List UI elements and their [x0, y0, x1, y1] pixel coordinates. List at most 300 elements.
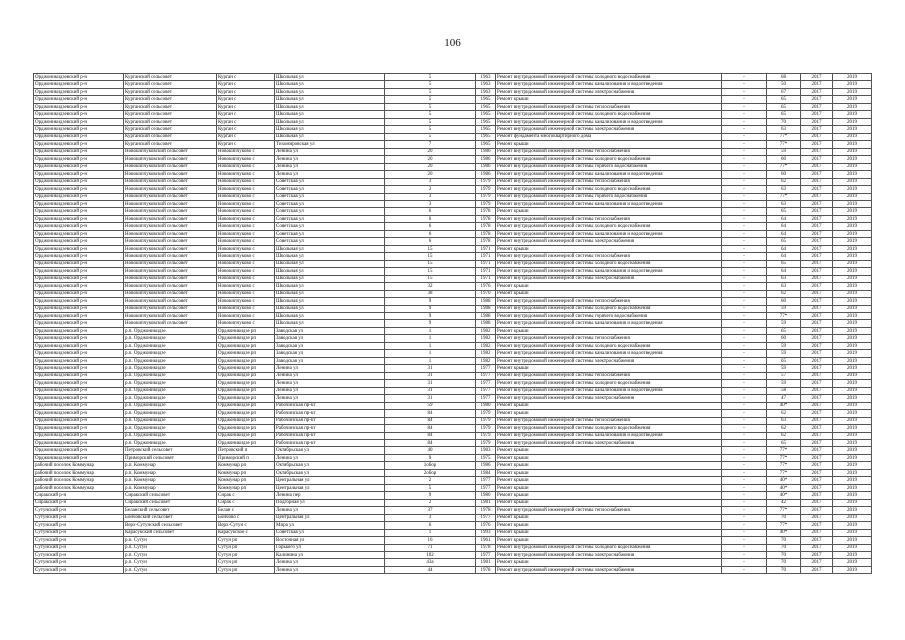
house-number-cell: 9: [385, 320, 476, 327]
settlement-cell: Новокипчуковский сельсовет: [124, 186, 217, 193]
year-end-cell: 2019: [833, 103, 872, 110]
locality-cell: Новокипчуково с: [217, 298, 275, 305]
dash-cell: -: [722, 439, 767, 446]
dash-cell: -: [722, 171, 767, 178]
work-type-cell: Ремонт внутридомовой инженерной системы теплоснабжения: [496, 103, 722, 110]
work-type-cell: Ремонт внутридомовой инженерной системы холодного водоснабжения: [496, 111, 722, 118]
locality-cell: Новокипчуково с: [217, 313, 275, 320]
year-end-cell: 2019: [833, 298, 872, 305]
wear-cell: 65: [767, 208, 801, 215]
year-built-cell: 1983: [476, 447, 496, 454]
street-cell: Советская ул: [275, 193, 385, 200]
work-type-cell: Ремонт крыши: [496, 522, 722, 529]
year-start-cell: 2017: [801, 477, 833, 484]
wear-cell: 63: [767, 275, 801, 282]
year-end-cell: 2019: [833, 522, 872, 529]
year-end-cell: 2019: [833, 529, 872, 536]
year-start-cell: 2017: [801, 462, 833, 469]
year-start-cell: 2017: [801, 223, 833, 230]
work-type-cell: Ремонт крыши: [496, 484, 722, 491]
street-cell: Ленина ул: [275, 454, 385, 461]
district-cell: Орджоникидзевский р-н: [34, 148, 124, 155]
year-start-cell: 2017: [801, 469, 833, 476]
year-start-cell: 2017: [801, 387, 833, 394]
wear-cell: 63: [767, 200, 801, 207]
year-built-cell: 1977: [476, 395, 496, 402]
settlement-cell: Новокипчуковский сельсовет: [124, 313, 217, 320]
work-type-cell: Ремонт внутридомовой инженерной системы теплоснабжения: [496, 298, 722, 305]
house-number-cell: 16: [385, 537, 476, 544]
wear-cell: 70: [767, 118, 801, 125]
settlement-cell: р.п. Орджоникидзе: [124, 342, 217, 349]
year-end-cell: 2019: [833, 96, 872, 103]
wear-cell: 57: [767, 372, 801, 379]
year-end-cell: 2019: [833, 342, 872, 349]
year-start-cell: 2017: [801, 327, 833, 334]
settlement-cell: р.п. Коммунар: [124, 477, 217, 484]
work-type-cell: Ремонт внутридомовой инженерной системы горячего водоснабжения: [496, 163, 722, 170]
street-cell: Ленина ул: [275, 387, 385, 394]
street-cell: Советская ул: [275, 186, 385, 193]
work-type-cell: Ремонт фундамента многоквартирного дома: [496, 133, 722, 140]
table-row: [34, 417, 872, 424]
locality-cell: Курган с: [217, 103, 275, 110]
dash-cell: -: [722, 432, 767, 439]
table-row: [34, 238, 872, 245]
year-built-cell: 1977: [476, 552, 496, 559]
settlement-cell: р.п. Орджоникидзе: [124, 335, 217, 342]
year-end-cell: 2019: [833, 432, 872, 439]
settlement-cell: р.п. Сутун: [124, 544, 217, 551]
table-row: [34, 365, 872, 372]
street-cell: Школьная ул: [275, 320, 385, 327]
year-start-cell: 2017: [801, 186, 833, 193]
dash-cell: -: [722, 477, 767, 484]
district-cell: Орджоникидзевский р-н: [34, 357, 124, 364]
street-cell: Советская ул: [275, 230, 385, 237]
year-start-cell: 2017: [801, 96, 833, 103]
dash-cell: -: [722, 208, 767, 215]
district-cell: Орджоникидзевский р-н: [34, 387, 124, 394]
street-cell: Ленина ул: [275, 507, 385, 514]
district-cell: Орджоникидзевский р-н: [34, 208, 124, 215]
house-number-cell: 6: [385, 208, 476, 215]
year-built-cell: 1976: [476, 522, 496, 529]
dash-cell: -: [722, 425, 767, 432]
table-row: [34, 81, 872, 88]
work-type-cell: Ремонт крыши: [496, 365, 722, 372]
year-start-cell: 2017: [801, 118, 833, 125]
wear-cell: 40*: [767, 477, 801, 484]
work-type-cell: Ремонт внутридомовой инженерной системы холодного водоснабжения: [496, 260, 722, 267]
year-start-cell: 2017: [801, 454, 833, 461]
district-cell: Орджоникидзевский р-н: [34, 103, 124, 110]
settlement-cell: Приморский сельсовет: [124, 454, 217, 461]
dash-cell: -: [722, 514, 767, 521]
table-row: [34, 439, 872, 446]
year-end-cell: 2019: [833, 417, 872, 424]
wear-cell: 65: [767, 357, 801, 364]
house-number-cell: 71: [385, 544, 476, 551]
house-number-cell: 1обор: [385, 462, 476, 469]
district-cell: рабочий поселок Коммунар: [34, 484, 124, 491]
house-number-cell: 59: [385, 402, 476, 409]
year-end-cell: 2019: [833, 335, 872, 342]
year-start-cell: 2017: [801, 402, 833, 409]
wear-cell: 64: [767, 215, 801, 222]
work-type-cell: Ремонт внутридомовой инженерной системы канализования и водоотведения: [496, 350, 722, 357]
locality-cell: Сутун рп: [217, 566, 275, 573]
table-row: [34, 544, 872, 551]
table-row: [34, 88, 872, 95]
house-number-cell: 9: [385, 305, 476, 312]
table-row: [34, 566, 872, 573]
street-cell: Школьная ул: [275, 74, 385, 81]
wear-cell: 59: [767, 342, 801, 349]
year-start-cell: 2017: [801, 305, 833, 312]
street-cell: Школьная ул: [275, 81, 385, 88]
house-number-cell: 1: [385, 335, 476, 342]
wear-cell: 59: [767, 365, 801, 372]
house-number-cell: 9: [385, 313, 476, 320]
locality-cell: Коммунар рп: [217, 462, 275, 469]
year-start-cell: 2017: [801, 350, 833, 357]
street-cell: Калинина ул: [275, 552, 385, 559]
locality-cell: Сутун рп: [217, 559, 275, 566]
district-cell: Орджоникидзевский р-н: [34, 298, 124, 305]
work-type-cell: Ремонт внутридомовой инженерной системы канализования и водоотведения: [496, 387, 722, 394]
street-cell: Ленина ул: [275, 566, 385, 573]
street-cell: Заводская ул: [275, 335, 385, 342]
table-row: [34, 275, 872, 282]
settlement-cell: Курганский сельсовет: [124, 118, 217, 125]
work-type-cell: Ремонт внутридомовой инженерной системы электроснабжения: [496, 566, 722, 573]
year-end-cell: 2019: [833, 425, 872, 432]
dash-cell: -: [722, 559, 767, 566]
year-start-cell: 2017: [801, 193, 833, 200]
year-end-cell: 2019: [833, 372, 872, 379]
locality-cell: Бончово с: [217, 514, 275, 521]
year-start-cell: 2017: [801, 552, 833, 559]
work-type-cell: Ремонт внутридомовой инженерной системы электроснабжения: [496, 395, 722, 402]
work-type-cell: Ремонт внутридомовой инженерной системы холодного водоснабжения: [496, 74, 722, 81]
street-cell: Заводская ул: [275, 357, 385, 364]
year-built-cell: 1977: [476, 484, 496, 491]
locality-cell: Курган с: [217, 126, 275, 133]
year-built-cell: 1965: [476, 118, 496, 125]
year-end-cell: 2019: [833, 544, 872, 551]
year-start-cell: 2017: [801, 126, 833, 133]
settlement-cell: Сиракский сельсовет: [124, 499, 217, 506]
wear-cell: 62: [767, 410, 801, 417]
wear-cell: 70: [767, 537, 801, 544]
year-start-cell: 2017: [801, 74, 833, 81]
work-type-cell: Ремонт крыши: [496, 469, 722, 476]
district-cell: Орджоникидзевский р-н: [34, 96, 124, 103]
year-built-cell: 1977: [476, 365, 496, 372]
year-built-cell: 1961: [476, 537, 496, 544]
dash-cell: -: [722, 327, 767, 334]
year-end-cell: 2019: [833, 327, 872, 334]
settlement-cell: Курганский сельсовет: [124, 88, 217, 95]
year-built-cell: 1986: [476, 163, 496, 170]
house-number-cell: 6: [385, 215, 476, 222]
work-type-cell: Ремонт внутридомовой инженерной системы холодного водоснабжения: [496, 380, 722, 387]
district-cell: Орджоникидзевский р-н: [34, 342, 124, 349]
settlement-cell: Курганский сельсовет: [124, 81, 217, 88]
work-type-cell: Ремонт крыши: [496, 529, 722, 536]
year-built-cell: 1986: [476, 148, 496, 155]
district-cell: Орджоникидзевский р-н: [34, 126, 124, 133]
table-row: [34, 380, 872, 387]
settlement-cell: Новокипчуковский сельсовет: [124, 148, 217, 155]
year-built-cell: 1971: [476, 260, 496, 267]
year-end-cell: 2019: [833, 230, 872, 237]
wear-cell: 65: [767, 96, 801, 103]
year-end-cell: 2019: [833, 223, 872, 230]
settlement-cell: р.п. Орджоникидзе: [124, 425, 217, 432]
table-row: [34, 156, 872, 163]
district-cell: Орджоникидзевский р-н: [34, 327, 124, 334]
house-number-cell: 1: [385, 529, 476, 536]
dash-cell: -: [722, 260, 767, 267]
wear-cell: 65: [767, 260, 801, 267]
table-row: [34, 283, 872, 290]
table-row: [34, 230, 872, 237]
dash-cell: -: [722, 529, 767, 536]
locality-cell: Новокипчуково с: [217, 275, 275, 282]
house-number-cell: 5: [385, 103, 476, 110]
street-cell: Октябрьская ул: [275, 469, 385, 476]
street-cell: Школьная ул: [275, 268, 385, 275]
year-built-cell: 1979: [476, 439, 496, 446]
year-end-cell: 2019: [833, 118, 872, 125]
year-start-cell: 2017: [801, 215, 833, 222]
street-cell: Школьная ул: [275, 290, 385, 297]
year-start-cell: 2017: [801, 417, 833, 424]
year-start-cell: 2017: [801, 380, 833, 387]
year-built-cell: 1980: [476, 402, 496, 409]
locality-cell: Орджоникидзе рп: [217, 372, 275, 379]
year-built-cell: 1988: [476, 313, 496, 320]
year-end-cell: 2019: [833, 552, 872, 559]
year-end-cell: 2019: [833, 133, 872, 140]
year-start-cell: 2017: [801, 148, 833, 155]
year-start-cell: 2017: [801, 514, 833, 521]
district-cell: Орджоникидзевский р-н: [34, 283, 124, 290]
wear-cell: 64: [767, 223, 801, 230]
work-type-cell: Ремонт крыши: [496, 537, 722, 544]
table-row: [34, 507, 872, 514]
settlement-cell: р.п. Орджоникидзе: [124, 395, 217, 402]
district-cell: Орджоникидзевский р-н: [34, 417, 124, 424]
house-number-cell: 3: [385, 514, 476, 521]
locality-cell: Белан с: [217, 507, 275, 514]
locality-cell: Новокипчуково с: [217, 253, 275, 260]
wear-cell: 77*: [767, 313, 801, 320]
wear-cell: 40*: [767, 484, 801, 491]
year-end-cell: 2019: [833, 320, 872, 327]
locality-cell: Верх-Сутун с: [217, 522, 275, 529]
year-end-cell: 2019: [833, 238, 872, 245]
house-number-cell: 5: [385, 126, 476, 133]
street-cell: Школьная ул: [275, 103, 385, 110]
locality-cell: Приморский п: [217, 454, 275, 461]
dash-cell: -: [722, 275, 767, 282]
house-number-cell: 3: [385, 186, 476, 193]
year-end-cell: 2019: [833, 537, 872, 544]
table-row: [34, 193, 872, 200]
house-number-cell: 20: [385, 156, 476, 163]
dash-cell: -: [722, 178, 767, 185]
year-start-cell: 2017: [801, 171, 833, 178]
street-cell: Школьная ул: [275, 305, 385, 312]
table-row: [34, 410, 872, 417]
year-end-cell: 2019: [833, 283, 872, 290]
locality-cell: Петровский п: [217, 447, 275, 454]
year-end-cell: 2019: [833, 477, 872, 484]
house-number-cell: 3: [385, 178, 476, 185]
year-start-cell: 2017: [801, 410, 833, 417]
dash-cell: -: [722, 462, 767, 469]
dash-cell: -: [722, 454, 767, 461]
locality-cell: Новокипчуково с: [217, 305, 275, 312]
wear-cell: 64: [767, 268, 801, 275]
year-built-cell: 1978: [476, 566, 496, 573]
dash-cell: -: [722, 156, 767, 163]
dash-cell: -: [722, 499, 767, 506]
street-cell: Ленина ул: [275, 395, 385, 402]
wear-cell: 60: [767, 156, 801, 163]
settlement-cell: Курганский сельсовет: [124, 126, 217, 133]
locality-cell: Новокипчуково с: [217, 223, 275, 230]
year-built-cell: 1977: [476, 477, 496, 484]
dash-cell: -: [722, 253, 767, 260]
district-cell: Сутунский р-н: [34, 559, 124, 566]
district-cell: Орджоникидзевский р-н: [34, 350, 124, 357]
year-end-cell: 2019: [833, 566, 872, 573]
dash-cell: -: [722, 492, 767, 499]
settlement-cell: Новокипчуковский сельсовет: [124, 320, 217, 327]
house-number-cell: 5: [385, 96, 476, 103]
year-start-cell: 2017: [801, 200, 833, 207]
wear-cell: 77*: [767, 163, 801, 170]
wear-cell: 59: [767, 320, 801, 327]
work-type-cell: Ремонт внутридомовой инженерной системы теплоснабжения: [496, 335, 722, 342]
dash-cell: -: [722, 215, 767, 222]
dash-cell: -: [722, 537, 767, 544]
dash-cell: -: [722, 238, 767, 245]
street-cell: Советская ул: [275, 223, 385, 230]
dash-cell: -: [722, 81, 767, 88]
locality-cell: Курган с: [217, 74, 275, 81]
year-built-cell: 1965: [476, 133, 496, 140]
district-cell: Орджоникидзевский р-н: [34, 118, 124, 125]
house-number-cell: 40: [385, 447, 476, 454]
dash-cell: -: [722, 417, 767, 424]
locality-cell: Коммунар рп: [217, 484, 275, 491]
year-end-cell: 2019: [833, 380, 872, 387]
year-start-cell: 2017: [801, 141, 833, 148]
table-row: [34, 305, 872, 312]
house-number-cell: 5: [385, 133, 476, 140]
work-type-cell: Ремонт крыши: [496, 477, 722, 484]
year-end-cell: 2019: [833, 163, 872, 170]
wear-cell: 59: [767, 350, 801, 357]
locality-cell: Орджоникидзе рп: [217, 432, 275, 439]
dash-cell: -: [722, 193, 767, 200]
year-built-cell: 1986: [476, 171, 496, 178]
house-number-cell: 15: [385, 260, 476, 267]
work-type-cell: Ремонт крыши: [496, 283, 722, 290]
year-start-cell: 2017: [801, 507, 833, 514]
wear-cell: 65: [767, 439, 801, 446]
year-built-cell: 1982: [476, 350, 496, 357]
settlement-cell: р.п. Сутун: [124, 566, 217, 573]
locality-cell: Курган с: [217, 111, 275, 118]
locality-cell: Новокипчуково с: [217, 238, 275, 245]
settlement-cell: Новокипчуковский сельсовет: [124, 223, 217, 230]
year-built-cell: 1986: [476, 156, 496, 163]
year-built-cell: 1965: [476, 96, 496, 103]
locality-cell: Орджоникидзе рп: [217, 410, 275, 417]
year-end-cell: 2019: [833, 253, 872, 260]
year-end-cell: 2019: [833, 439, 872, 446]
year-start-cell: 2017: [801, 253, 833, 260]
district-cell: Сутунский р-н: [34, 507, 124, 514]
house-number-cell: 31: [385, 380, 476, 387]
district-cell: Орджоникидзевский р-н: [34, 186, 124, 193]
year-end-cell: 2019: [833, 74, 872, 81]
settlement-cell: Новокипчуковский сельсовет: [124, 305, 217, 312]
settlement-cell: Карасукский сельсовет: [124, 529, 217, 536]
work-type-cell: Ремонт внутридомовой инженерной системы холодного водоснабжения: [496, 305, 722, 312]
year-end-cell: 2019: [833, 499, 872, 506]
wear-cell: 64: [767, 230, 801, 237]
locality-cell: Новокипчуково с: [217, 283, 275, 290]
street-cell: Октябрьская ул: [275, 462, 385, 469]
house-number-cell: 5: [385, 484, 476, 491]
house-number-cell: 32: [385, 283, 476, 290]
year-start-cell: 2017: [801, 492, 833, 499]
table-row: [34, 260, 872, 267]
table-row: [34, 357, 872, 364]
settlement-cell: Курганский сельсовет: [124, 111, 217, 118]
settlement-cell: Новокипчуковский сельсовет: [124, 193, 217, 200]
year-start-cell: 2017: [801, 484, 833, 491]
year-built-cell: 1980: [476, 492, 496, 499]
district-cell: Орджоникидзевский р-н: [34, 81, 124, 88]
settlement-cell: Курганский сельсовет: [124, 141, 217, 148]
settlement-cell: Верх-Сутунский сельсовет: [124, 522, 217, 529]
settlement-cell: Новокипчуковский сельсовет: [124, 163, 217, 170]
year-start-cell: 2017: [801, 372, 833, 379]
year-start-cell: 2017: [801, 313, 833, 320]
district-cell: Сутунский р-н: [34, 566, 124, 573]
house-number-cell: 9: [385, 492, 476, 499]
house-number-cell: 5: [385, 111, 476, 118]
year-end-cell: 2019: [833, 178, 872, 185]
dash-cell: -: [722, 283, 767, 290]
work-type-cell: Ремонт внутридомовой инженерной системы электроснабжения: [496, 552, 722, 559]
street-cell: Школьная ул: [275, 111, 385, 118]
year-built-cell: 1978: [476, 507, 496, 514]
street-cell: Школьная ул: [275, 275, 385, 282]
dash-cell: -: [722, 357, 767, 364]
year-built-cell: 1979: [476, 200, 496, 207]
street-cell: Школьная ул: [275, 96, 385, 103]
year-built-cell: 1979: [476, 425, 496, 432]
